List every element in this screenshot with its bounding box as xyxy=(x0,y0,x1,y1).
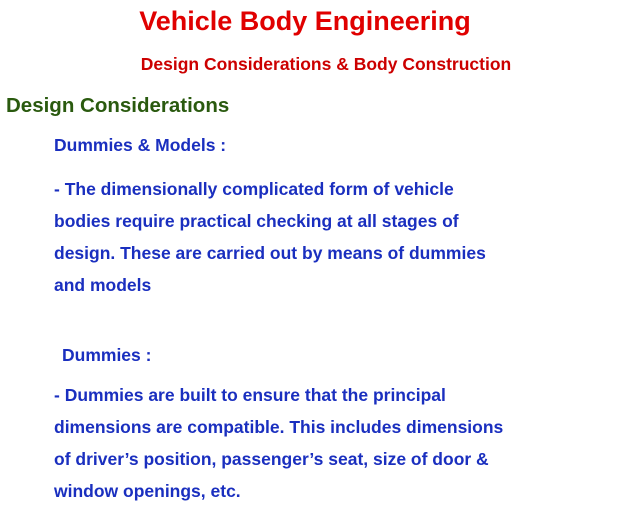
paragraph-line: dimensions are compatible. This includes dimensions xyxy=(54,417,504,437)
dummies-models-heading: Dummies & Models : xyxy=(54,135,227,155)
section-heading: Design Considerations xyxy=(6,94,230,117)
paragraph-line: window openings, etc. xyxy=(54,481,241,501)
paragraph-line: - The dimensionally complicated form of vehicle xyxy=(54,179,454,199)
paragraph-line: bodies require practical checking at all stages of xyxy=(54,211,459,231)
paragraph-dummies xyxy=(54,379,634,507)
slide-title: Vehicle Body Engineering xyxy=(139,6,471,36)
paragraph-line: and models xyxy=(54,275,152,295)
paragraph-line: - Dummies are built to ensure that the principal xyxy=(54,385,446,405)
paragraph-line: design. These are carried out by means of dummies xyxy=(54,243,486,263)
slide-subtitle: Design Considerations & Body Construction xyxy=(140,54,512,74)
paragraph-line: of driver’s position, passenger’s seat, size of door & xyxy=(54,449,489,469)
dummies-heading: Dummies : xyxy=(62,345,152,365)
paragraph-dummies-models xyxy=(54,173,629,301)
